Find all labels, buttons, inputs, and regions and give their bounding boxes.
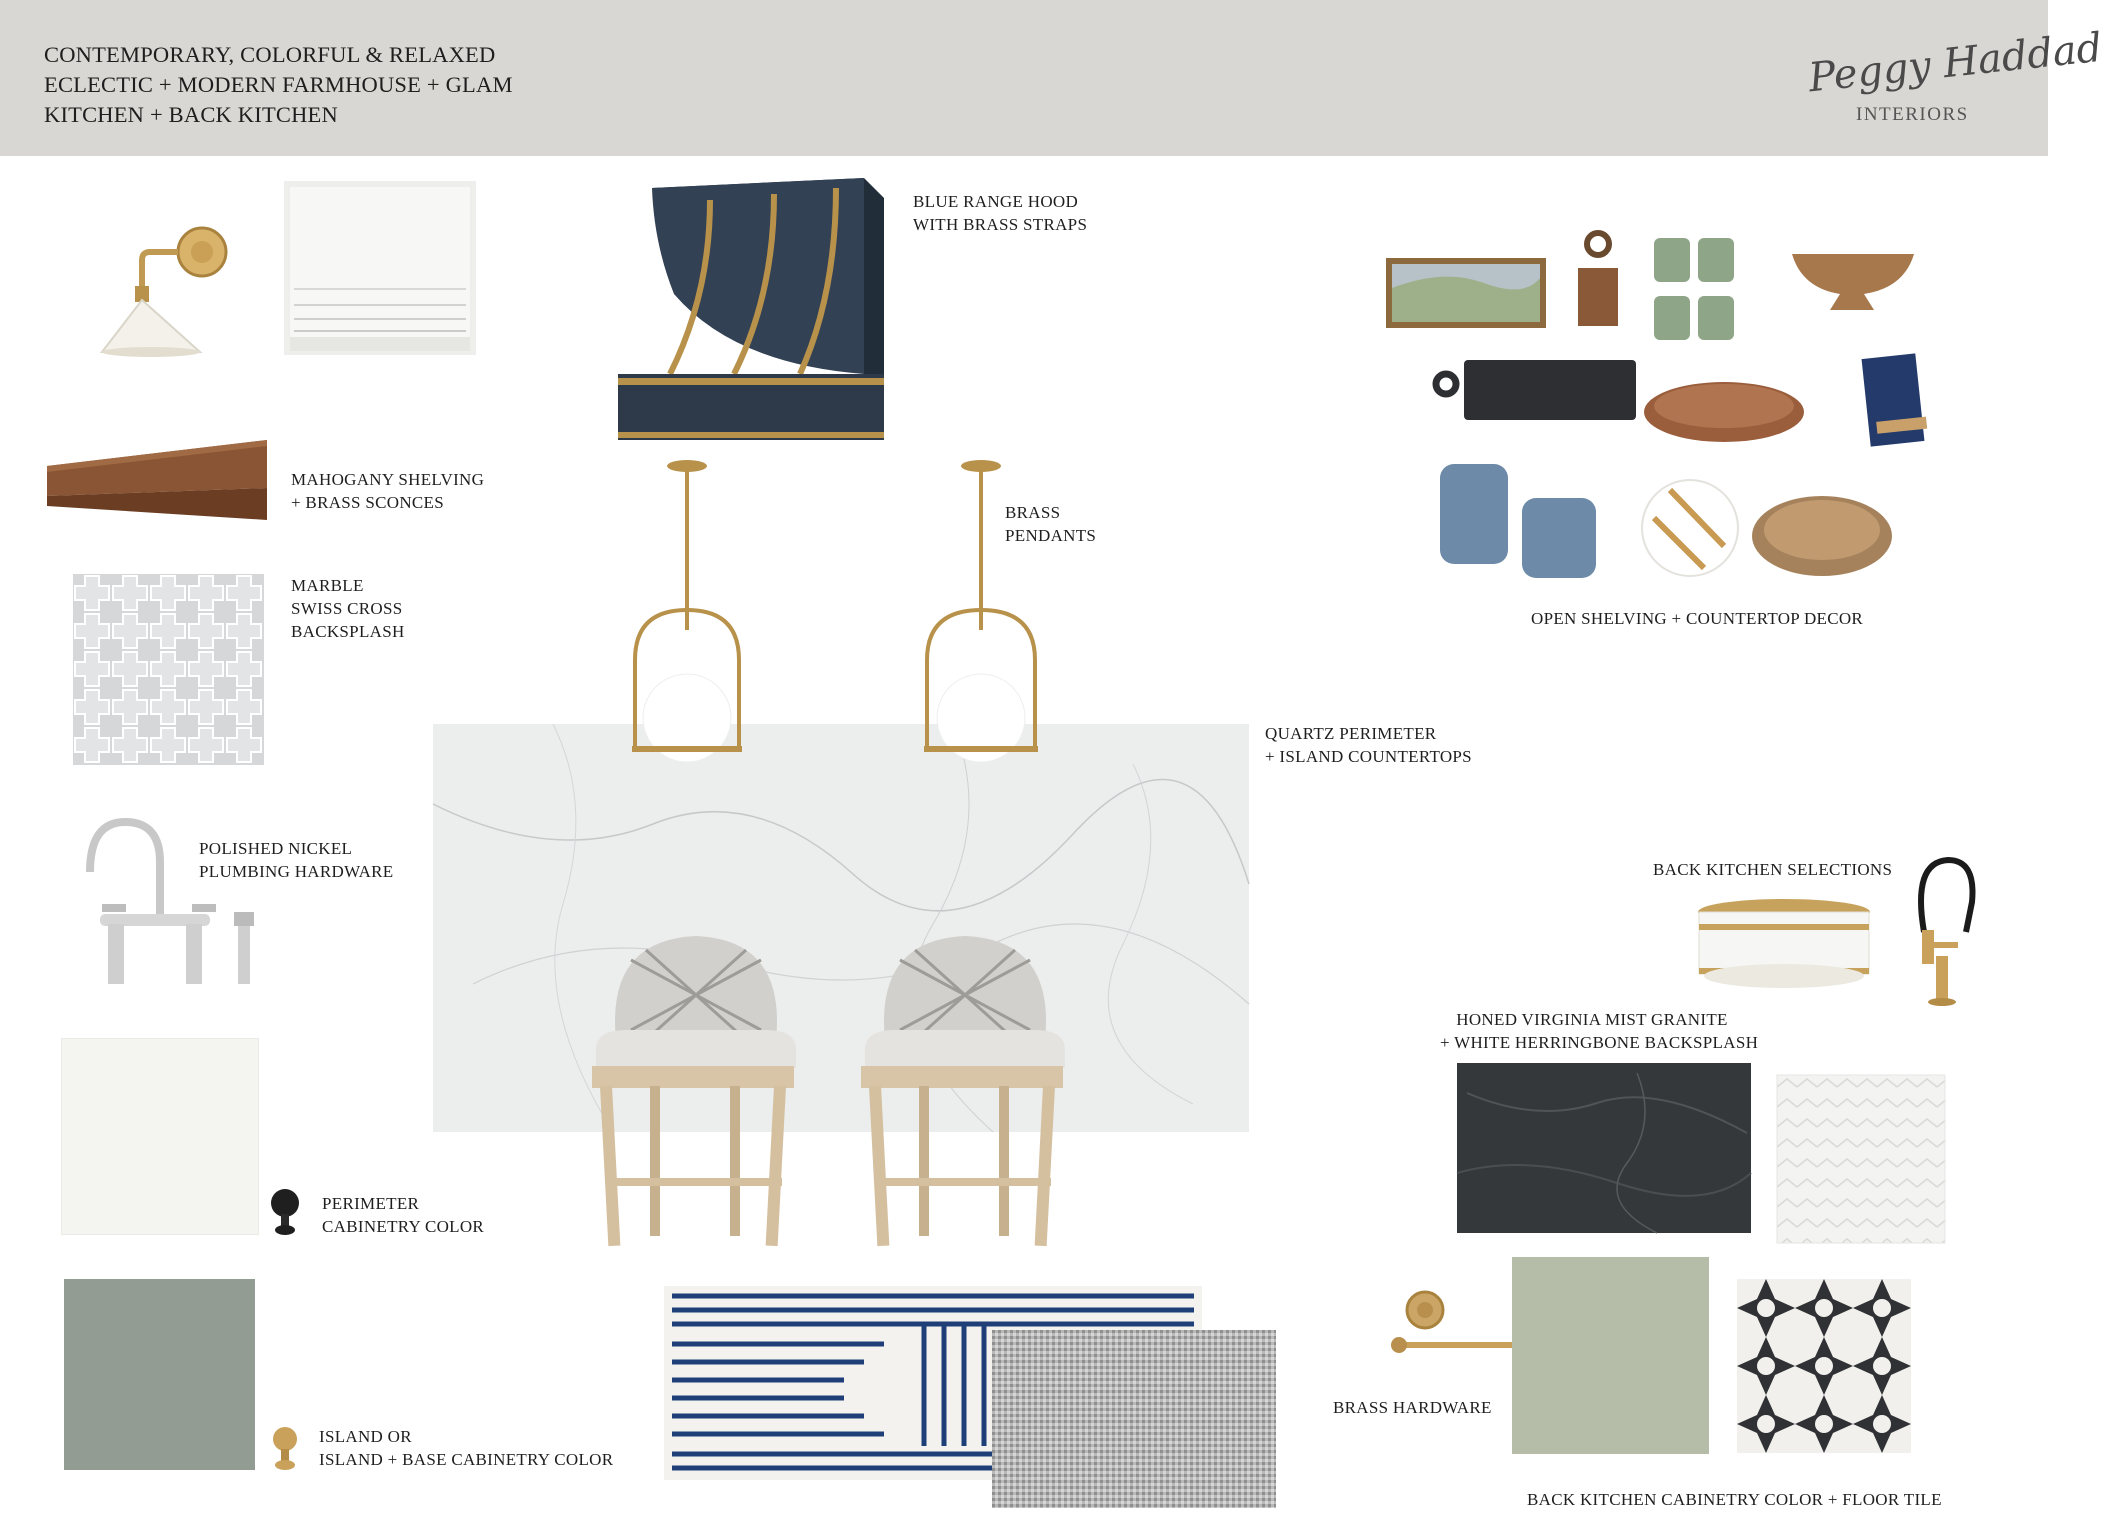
island-color-label-line-2: ISLAND + BASE CABINETRY COLOR — [319, 1450, 614, 1469]
shelving-label-line-1: MAHOGANY SHELVING — [291, 470, 485, 489]
pull-down-faucet-image — [1908, 852, 1980, 1006]
range-hood-label — [913, 190, 1087, 236]
board-title-line-3: KITCHEN + BACK KITCHEN — [44, 102, 338, 127]
pendants-label-line-2: PENDANTS — [1005, 526, 1097, 545]
pendants-label — [1005, 501, 1096, 547]
mahogany-shelf-image — [47, 436, 267, 524]
brass-sconce-image — [90, 220, 240, 360]
perimeter-color-label — [322, 1192, 484, 1238]
blue-range-hood-image — [614, 174, 890, 442]
flush-mount-light-image — [1693, 896, 1875, 996]
back-kitchen-cabinet-color-swatch — [1512, 1257, 1709, 1454]
perimeter-color-swatch — [61, 1038, 259, 1235]
perimeter-color-label-line-2: CABINETRY COLOR — [322, 1217, 485, 1236]
plumbing-label-line-1: POLISHED NICKEL — [199, 839, 353, 858]
granite-label-line-2: + WHITE HERRINGBONE BACKSPLASH — [1440, 1033, 1759, 1052]
board-title-line-1: CONTEMPORARY, COLORFUL & RELAXED — [44, 42, 496, 67]
granite-label-line-1: HONED VIRGINIA MIST GRANITE — [1456, 1010, 1728, 1029]
counter-stool-left-image — [586, 930, 800, 1250]
roman-shade-image — [284, 181, 476, 355]
plumbing-label-line-2: PLUMBING HARDWARE — [199, 862, 394, 881]
virginia-mist-granite-image — [1457, 1063, 1751, 1233]
range-hood-label-line-1: BLUE RANGE HOOD — [913, 192, 1079, 211]
quartz-label-line-1: QUARTZ PERIMETER — [1265, 724, 1437, 743]
backsplash-label-line-3: BACKSPLASH — [291, 622, 405, 641]
shelving-decor-image — [1384, 228, 1924, 588]
backsplash-label-line-2: SWISS CROSS — [291, 599, 403, 618]
gray-woven-rug-image — [992, 1330, 1276, 1508]
patterned-floor-tile-image — [1737, 1279, 1911, 1453]
backsplash-label-line-1: MARBLE — [291, 576, 364, 595]
brass-knob-image — [270, 1424, 300, 1474]
range-hood-label-line-2: WITH BRASS STRAPS — [913, 215, 1088, 234]
decor-label: OPEN SHELVING + COUNTERTOP DECOR — [1531, 609, 1864, 628]
pendants-label-line-1: BRASS — [1005, 503, 1061, 522]
shelving-label-line-2: + BRASS SCONCES — [291, 493, 444, 512]
quartz-label — [1265, 722, 1472, 768]
quartz-countertop-image — [433, 724, 1249, 1132]
white-herringbone-backsplash-image — [1777, 1075, 1945, 1243]
brass-hardware-label: BRASS HARDWARE — [1333, 1398, 1492, 1417]
island-color-label-line-1: ISLAND OR — [319, 1427, 412, 1446]
back-kitchen-label: BACK KITCHEN SELECTIONS — [1653, 860, 1893, 879]
shelving-label — [291, 468, 484, 514]
perimeter-color-label-line-1: PERIMETER — [322, 1194, 420, 1213]
brass-pendant-left-image — [628, 460, 758, 780]
island-color-label — [319, 1425, 613, 1471]
counter-stool-right-image — [855, 930, 1069, 1250]
designer-logo-subtitle: INTERIORS — [1856, 104, 1969, 125]
island-color-swatch — [64, 1279, 255, 1470]
designer-logo-script: Peggy Haddad — [1806, 24, 2104, 102]
plumbing-label — [199, 837, 393, 883]
back-kitchen-cabinet-tile-label: BACK KITCHEN CABINETRY COLOR + FLOOR TILE — [1527, 1490, 1942, 1509]
granite-label — [1440, 1008, 1759, 1054]
black-knob-image — [268, 1186, 302, 1238]
backsplash-label — [291, 574, 405, 643]
swiss-cross-tile-image — [73, 574, 264, 765]
quartz-label-line-2: + ISLAND COUNTERTOPS — [1265, 747, 1472, 766]
board-title-line-2: ECLECTIC + MODERN FARMHOUSE + GLAM — [44, 72, 513, 97]
